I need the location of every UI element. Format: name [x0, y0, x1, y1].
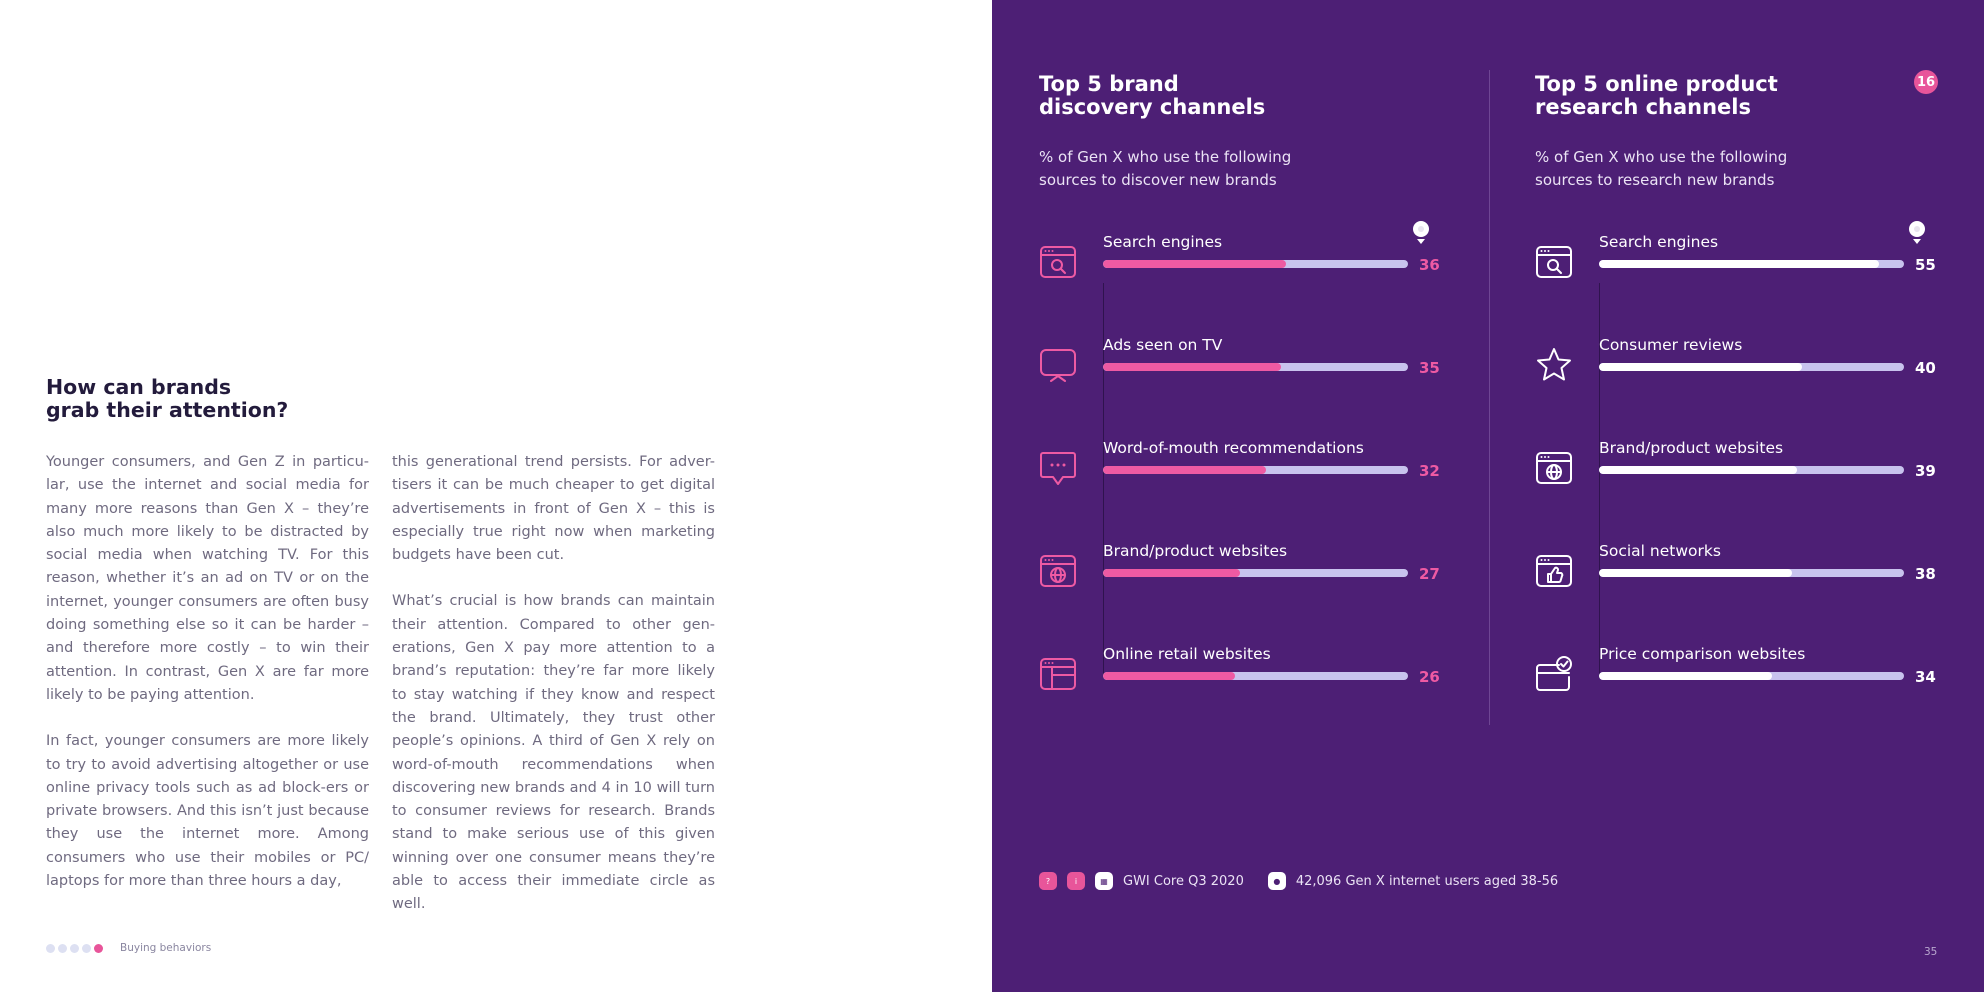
bar-label: Ads seen on TV [1103, 336, 1223, 354]
bar [1103, 466, 1266, 474]
bar-row [1039, 645, 1469, 695]
bar-track [1599, 672, 1904, 680]
column-divider [1489, 70, 1490, 725]
bar-label: Consumer reviews [1599, 336, 1743, 354]
progress-dot [82, 944, 91, 953]
bar-row [1535, 233, 1965, 283]
bar-value-label: 35 [1419, 359, 1440, 377]
paragraph: this generational trend persists. For adver-tisers it can be much cheaper to get digital advertisements in front of Gen X – this is especially true right now when marketing budgets have been cut. [392, 454, 715, 564]
chart-title: Top 5 online product research channels [1535, 72, 1778, 119]
progress-dot [46, 944, 55, 953]
chart-title: Top 5 brand discovery channels [1039, 72, 1266, 119]
brand-discovery-chart [1039, 72, 1469, 686]
bar-row [1535, 542, 1965, 592]
bar-label: Price comparison websites [1599, 645, 1806, 663]
bar-label: Brand/product websites [1103, 542, 1288, 560]
chart-subtitle: % of Gen X who use the following sources to research new brands [1535, 148, 1788, 189]
base-people-icon: ● [1268, 872, 1286, 890]
bar-row [1535, 645, 1965, 695]
bar [1103, 672, 1235, 680]
bar-row [1039, 336, 1469, 386]
bar [1599, 363, 1802, 371]
search-browser-icon [1039, 243, 1077, 281]
bar-track [1103, 672, 1408, 680]
bar-track [1599, 569, 1904, 577]
question-icon: ? [1039, 872, 1057, 890]
bar-row [1535, 336, 1965, 386]
body-column-1 [46, 451, 369, 916]
bar [1599, 672, 1772, 680]
chat-bubble-icon [1039, 449, 1077, 487]
page-heading: How can brands grab their attention? [46, 375, 289, 422]
bar-value-label: 38 [1915, 565, 1936, 583]
paragraph: In fact, younger consumers are more likely to try to avoid advertising altogether or use online privacy tools such as ad block-ers or private browsers. And this isn’t just because they use the internet more. Among consumers who use their mobiles or PC/ laptops for more than three hours a day, [46, 733, 369, 890]
bar [1103, 260, 1286, 268]
bar [1599, 260, 1879, 268]
website-layout-icon [1039, 655, 1077, 693]
bar-label: Word-of-mouth recommendations [1103, 439, 1364, 457]
bar-label: Social networks [1599, 542, 1721, 560]
body-column-2 [392, 451, 715, 940]
bar-value-label: 32 [1419, 462, 1440, 480]
bar-value-label: 40 [1915, 359, 1936, 377]
chart-subtitle: % of Gen X who use the following sources to discover new brands [1039, 148, 1292, 189]
bar-label: Online retail websites [1103, 645, 1271, 663]
bar-row [1535, 439, 1965, 489]
product-research-chart [1535, 72, 1965, 686]
section-progress [46, 942, 211, 954]
progress-dot [58, 944, 67, 953]
tv-icon [1039, 346, 1077, 384]
bar-row [1039, 542, 1469, 592]
bar-value-label: 26 [1419, 668, 1440, 686]
base-text: 42,096 Gen X internet users aged 38-56 [1295, 873, 1559, 889]
bar-label: Search engines [1599, 233, 1719, 251]
bar-label: Search engines [1103, 233, 1223, 251]
bar-row [1039, 233, 1469, 283]
bar-track [1103, 260, 1408, 268]
source-grid-icon: ▦ [1095, 872, 1113, 890]
bar-value-label: 27 [1419, 565, 1440, 583]
bar-track [1103, 363, 1408, 371]
bar [1103, 363, 1281, 371]
bar-track [1599, 363, 1904, 371]
paragraph: Younger consumers, and Gen Z in particu-lar, use the internet and social media for many more reasons than Gen X – they’re also much more likely to be distracted by social media when watching TV. For this reason, whether it’s an ad on TV or on the internet, younger consumers are often busy doing something else so it can be harder – and therefore more costly – to win their attention. In contrast, Gen X are far more likely to be paying attention. [46, 454, 369, 703]
globe-browser-icon [1039, 552, 1077, 590]
bar-track [1103, 466, 1408, 474]
bar-value-label: 36 [1419, 256, 1440, 274]
progress-dot [70, 944, 79, 953]
page-number: 35 [1924, 946, 1938, 958]
bar-track [1599, 466, 1904, 474]
right-page [992, 0, 1984, 992]
star-icon [1535, 346, 1573, 384]
source-text: GWI Core Q3 2020 [1123, 873, 1244, 889]
bar-track [1103, 569, 1408, 577]
search-browser-icon [1535, 243, 1573, 281]
paragraph: What’s crucial is how brands can maintain their attention. Compared to other gen-erations, Gen X pay more attention to a brand’s reputation: they’re far more likely to stay watching if they know and respect the brand. Ultimately, they trust other people’s opinions. A third of Gen X rely on word-of-mouth recommendations when discovering new brands and 4 in 10 will turn to consumer reviews for research. Brands stand to make serious use of this given winning over one consumer means they’re able to access their immediate circle as well. [392, 593, 715, 913]
progress-dot-active [94, 944, 103, 953]
bar-value-label: 55 [1915, 256, 1936, 274]
bar-value-label: 34 [1915, 668, 1936, 686]
bar [1599, 466, 1797, 474]
info-icon: i [1067, 872, 1085, 890]
bar-value-label: 39 [1915, 462, 1936, 480]
checked-browser-icon [1535, 655, 1573, 693]
bar-label: Brand/product websites [1599, 439, 1784, 457]
globe-browser-icon [1535, 449, 1573, 487]
bar [1599, 569, 1792, 577]
bar-row [1039, 439, 1469, 489]
bar-track [1599, 260, 1904, 268]
bar [1103, 569, 1240, 577]
thumbs-up-icon [1535, 552, 1573, 590]
chart-number-badge: 16 [1914, 70, 1938, 94]
footnote [1039, 872, 1582, 890]
section-label: Buying behaviors [120, 942, 212, 954]
